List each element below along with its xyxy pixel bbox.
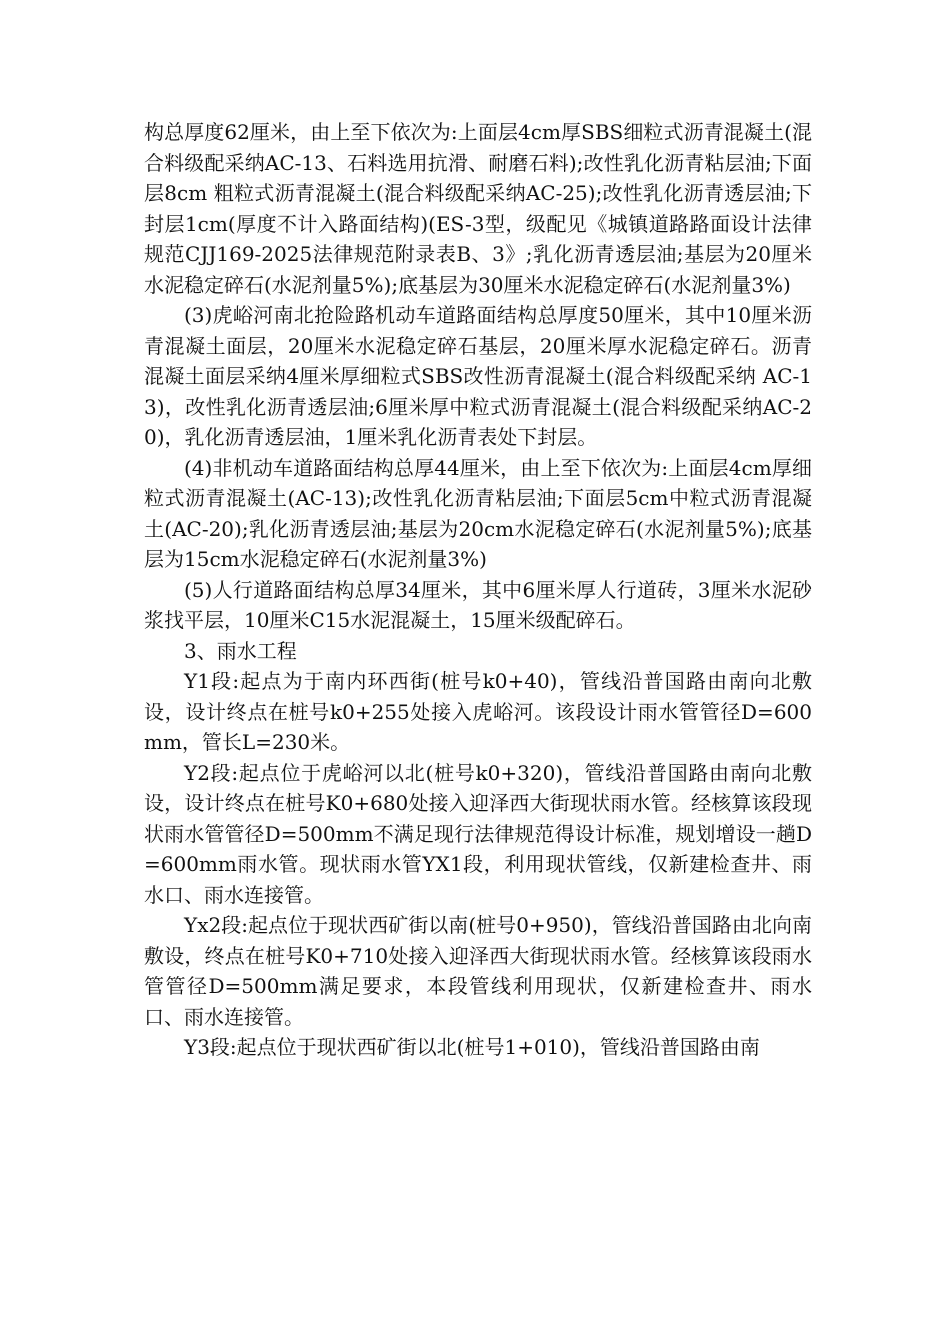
paragraph-y3-segment: Y3段:起点位于现状西矿街以北(桩号1+010)，管线沿普国路由南 xyxy=(184,1035,760,1059)
section-heading-rainwater: 3、雨水工程 xyxy=(184,638,297,663)
paragraph-road-structure-continued: 构总厚度62厘米，由上至下依次为:上面层4cm厚SBS细粒式沥青混凝土(混合料级配采纳AC-13、石料选用抗滑、耐磨石料);改性乳化沥青粘层油;下面层8cm 粗粒式沥青混凝土(混合料级配采纳AC-25);改性乳化沥青透层油;下封层1cm(厚度不计入路面结构)(ES-3型，级配见《城镇道路路面设计法律规范CJJ169-2025法律规范附录表B、3》;乳化沥青透层油;基层为20厘米水泥稳定碎石(水泥剂量5%);底基层为30厘米水泥稳定碎石(水泥剂量3%) xyxy=(144,120,812,297)
paragraph-item-4-non-motor-lane: (4)非机动车道路面结构总厚44厘米，由上至下依次为:上面层4cm厚细粒式沥青混凝土(AC-13);改性乳化沥青粘层油;下面层5cm中粒式沥青混凝土(AC-20);乳化沥青透层油;基层为20cm水泥稳定碎石(水泥剂量5%);底基层为15cm水泥稳定碎石(水泥剂量3%) xyxy=(144,455,812,571)
paragraph-yx2-segment: Yx2段:起点位于现状西矿街以南(桩号0+950)，管线沿普国路由北向南敷设，终点在桩号K0+710处接入迎泽西大街现状雨水管。经核算该段雨水管管径D=500mm满足要求，本段管线利用现状，仅新建检查井、雨水口、雨水连接管。 xyxy=(144,913,812,1029)
paragraph-y2-segment: Y2段:起点位于虎峪河以北(桩号k0+320)，管线沿普国路由南向北敷设，设计终点在桩号K0+680处接入迎泽西大街现状雨水管。经核算该段现状雨水管管径D=500mm不满足现行法律规范得设计标准，规划增设一趟D=600mm雨水管。现状雨水管YX1段，利用现状管线，仅新建检查井、雨水口、雨水连接管。 xyxy=(144,760,812,907)
paragraph-item-3-emergency-road: (3)虎峪河南北抢险路机动车道路面结构总厚度50厘米，其中10厘米沥青混凝土面层，20厘米水泥稳定碎石基层，20厘米厚水泥稳定碎石。沥青混凝土面层采纳4厘米厚细粒式SBS改性沥青混凝土(混合料级配采纳 AC-13)，改性乳化沥青透层油;6厘米厚中粒式沥青混凝土(混合料级配采纳AC-20)，乳化沥青透层油，1厘米乳化沥青表处下封层。 xyxy=(144,303,812,449)
paragraph-item-5-sidewalk: (5)人行道路面结构总厚34厘米，其中6厘米厚人行道砖，3厘米水泥砂浆找平层，10厘米C15水泥混凝土，15厘米级配碎石。 xyxy=(144,577,812,632)
document-page xyxy=(144,117,812,1063)
paragraph-y1-segment: Y1段:起点为于南内环西街(桩号k0+40)，管线沿普国路由南向北敷设，设计终点在桩号k0+255处接入虎峪河。该段设计雨水管管径D=600mm，管长L=230米。 xyxy=(144,669,812,754)
